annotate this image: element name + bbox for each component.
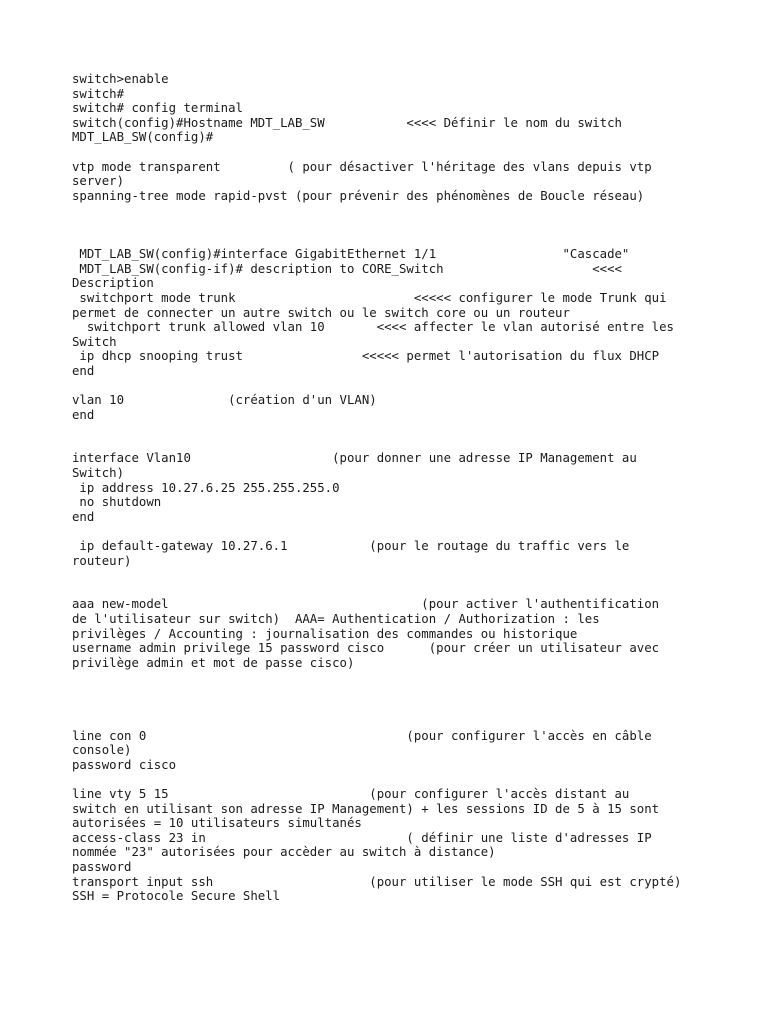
blank-line [72, 378, 712, 393]
text-line: aaa new-model (pour activer l'authentification [72, 597, 660, 612]
text-line: MDT_LAB_SW(config-if)# description to CORE_Switch <<<< [72, 261, 622, 276]
blank-line [72, 773, 712, 788]
text-line: privilèges / Accounting : journalisation des commandes ou historique [72, 626, 578, 641]
blank-line [72, 714, 712, 729]
blank-line [72, 583, 712, 598]
text-line: console) [72, 743, 132, 758]
text-line: password cisco [72, 757, 177, 772]
text-line: transport input ssh (pour utiliser le mode SSH qui est crypté) [72, 874, 682, 889]
blank-line [72, 218, 712, 233]
text-line: switchport trunk allowed vlan 10 <<<< affecter le vlan autorisé entre les [72, 320, 674, 335]
text-line: MDT_LAB_SW(config)# [72, 130, 214, 145]
text-line: autorisées = 10 utilisateurs simultanés [72, 816, 362, 831]
text-line: vtp mode transparent ( pour désactiver l'héritage des vlans depuis vtp [72, 159, 652, 174]
text-line: Switch) [72, 466, 125, 481]
text-line: permet de connecter un autre switch ou le switch core ou un routeur [72, 305, 570, 320]
text-line: de l'utilisateur sur switch) AAA= Authentication / Authorization : les [72, 611, 600, 626]
text-line: switch# config terminal [72, 101, 243, 116]
text-line: MDT_LAB_SW(config)#interface GigabitEthernet 1/1 "Cascade" [72, 247, 630, 262]
blank-line [72, 422, 712, 437]
blank-line [72, 568, 712, 583]
blank-line [72, 685, 712, 700]
text-line: end [72, 363, 95, 378]
document-page [72, 72, 712, 904]
text-line: routeur) [72, 553, 132, 568]
text-line: password [72, 860, 132, 875]
text-line: interface Vlan10 (pour donner une adresse IP Management au [72, 451, 637, 466]
blank-line [72, 145, 712, 160]
text-line: line vty 5 15 (pour configurer l'accès distant au [72, 787, 630, 802]
text-line: switchport mode trunk <<<<< configurer le mode Trunk qui [72, 290, 667, 305]
blank-line [72, 524, 712, 539]
text-line: Switch [72, 334, 117, 349]
blank-line [72, 203, 712, 218]
text-line: Description [72, 276, 154, 291]
text-line: switch(config)#Hostname MDT_LAB_SW <<<< Définir le nom du switch [72, 115, 622, 130]
text-line: ip address 10.27.6.25 255.255.255.0 [72, 480, 340, 495]
text-line: nommée "23" autorisées pour accèder au switch à distance) [72, 845, 496, 860]
text-line: ip default-gateway 10.27.6.1 (pour le routage du traffic vers le [72, 539, 630, 553]
blank-line [72, 233, 712, 248]
text-line: server) [72, 174, 125, 189]
text-line: vlan 10 (création d'un VLAN) [72, 393, 377, 408]
text-line: SSH = Protocole Secure Shell [72, 889, 281, 904]
text-line: no shutdown [72, 495, 162, 510]
blank-line [72, 700, 712, 715]
blank-line [72, 437, 712, 452]
document-body [72, 72, 712, 904]
blank-line [72, 670, 712, 685]
text-line: privilège admin et mot de passe cisco) [72, 655, 355, 670]
text-line: username admin privilege 15 password cisco (pour créer un utilisateur avec [72, 641, 660, 656]
text-line: access-class 23 in ( définir une liste d'adresses IP [72, 830, 652, 845]
text-line: end [72, 407, 95, 422]
text-line: line con 0 (pour configurer l'accès en câble [72, 728, 652, 743]
text-line: spanning-tree mode rapid-pvst (pour prévenir des phénomènes de Boucle réseau) [72, 188, 645, 203]
text-line: end [72, 509, 95, 524]
text-line: switch# [72, 86, 125, 101]
text-line: switch en utilisant son adresse IP Management) + les sessions ID de 5 à 15 sont [72, 801, 660, 816]
text-line: ip dhcp snooping trust <<<<< permet l'autorisation du flux DHCP [72, 349, 660, 364]
text-line: switch>enable [72, 72, 169, 86]
